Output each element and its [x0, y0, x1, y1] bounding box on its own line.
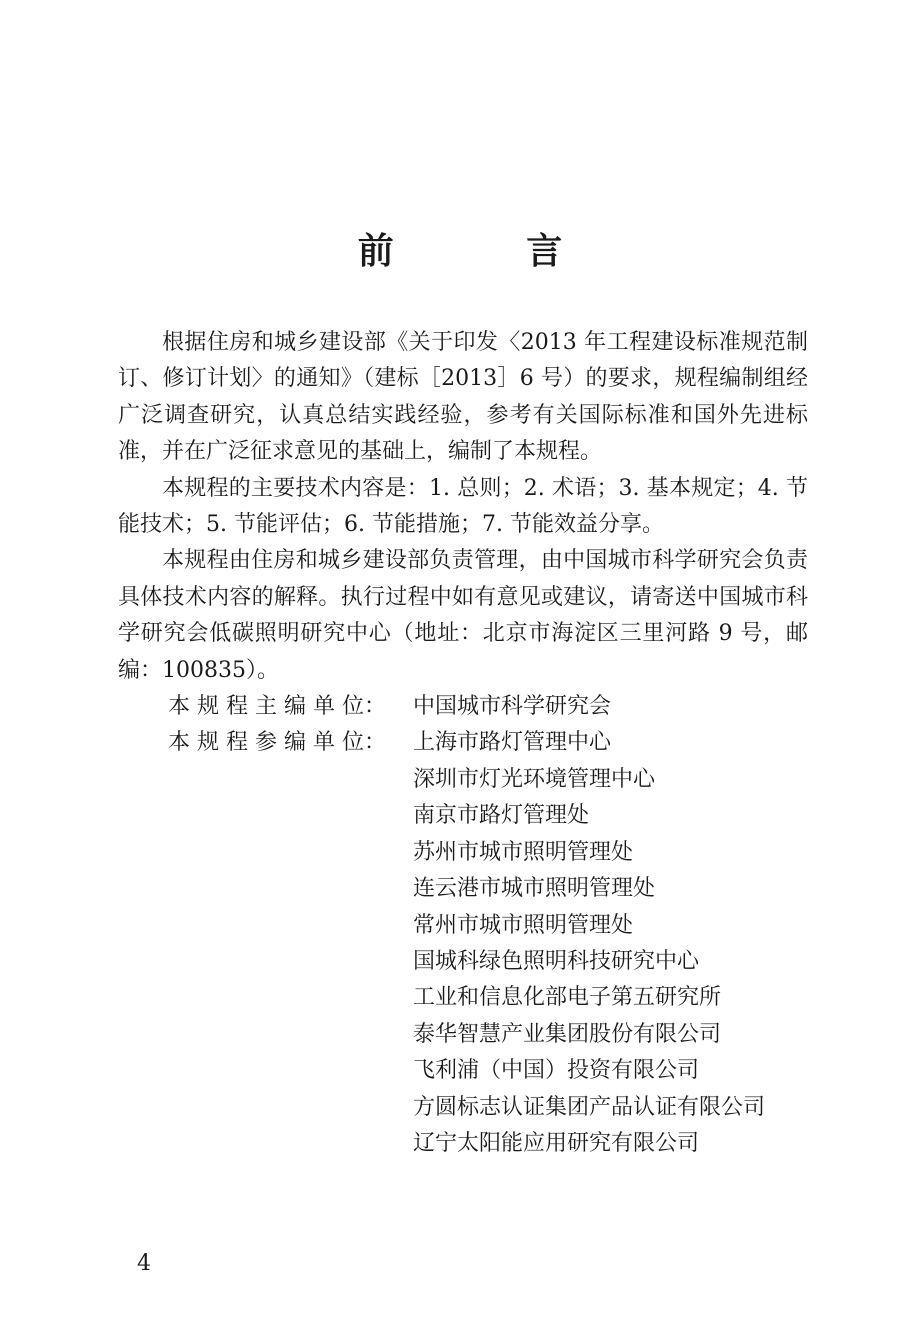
chief-editor-label: 本 规 程 主 编 单 位： [168, 694, 386, 720]
participating-org: 工业和信息化部电子第五研究所 [413, 985, 722, 1011]
page-number: 4 [137, 1251, 151, 1276]
participating-org: 上海市路灯管理中心 [413, 730, 612, 756]
participating-org: 泰华智慧产业集团股份有限公司 [413, 1021, 722, 1047]
chief-editor-list [413, 689, 808, 725]
page-title: 前 言 [357, 230, 623, 272]
paragraph-contents: 本规程的主要技术内容是：1. 总则；2. 术语；3. 基本规定；4. 节能技术；5. 节能评估；6. 节能措施；7. 节能效益分享。 [118, 475, 808, 538]
participating-org: 南京市路灯管理处 [413, 803, 590, 829]
preface-body [118, 325, 808, 1162]
participating-org: 常州市城市照明管理处 [413, 912, 634, 938]
participating-editors-row [118, 725, 808, 1162]
participating-org: 国城科绿色照明科技研究中心 [413, 948, 700, 974]
participating-org: 辽宁太阳能应用研究有限公司 [413, 1130, 700, 1156]
participating-org: 深圳市灯光环境管理中心 [413, 766, 656, 792]
participating-org: 飞利浦（中国）投资有限公司 [413, 1058, 700, 1084]
chief-editor-row [118, 689, 808, 725]
participating-editors-list [413, 725, 808, 1162]
paragraph-basis: 根据住房和城乡建设部《关于印发〈2013 年工程建设标准规范制订、修订计划〉的通知》（建标［2013］6 号）的要求，规程编制组经广泛调查研究，认真总结实践经验，参考有关国际标准和国外先进标准，并在广泛征求意见的基础上，编制了本规程。 [118, 330, 808, 465]
participating-org: 连云港市城市照明管理处 [413, 876, 656, 902]
participating-editors-label: 本 规 程 参 编 单 位： [168, 730, 386, 756]
paragraph-management: 本规程由住房和城乡建设部负责管理，由中国城市科学研究会负责具体技术内容的解释。执行过程中如有意见或建议，请寄送中国城市科学研究会低碳照明研究中心（地址：北京市海淀区三里河路 9 号，邮编：100835）。 [118, 548, 808, 683]
participating-org: 苏州市城市照明管理处 [413, 839, 634, 865]
chief-editor-org: 中国城市科学研究会 [413, 694, 612, 720]
participating-org: 方圆标志认证集团产品认证有限公司 [413, 1094, 766, 1120]
